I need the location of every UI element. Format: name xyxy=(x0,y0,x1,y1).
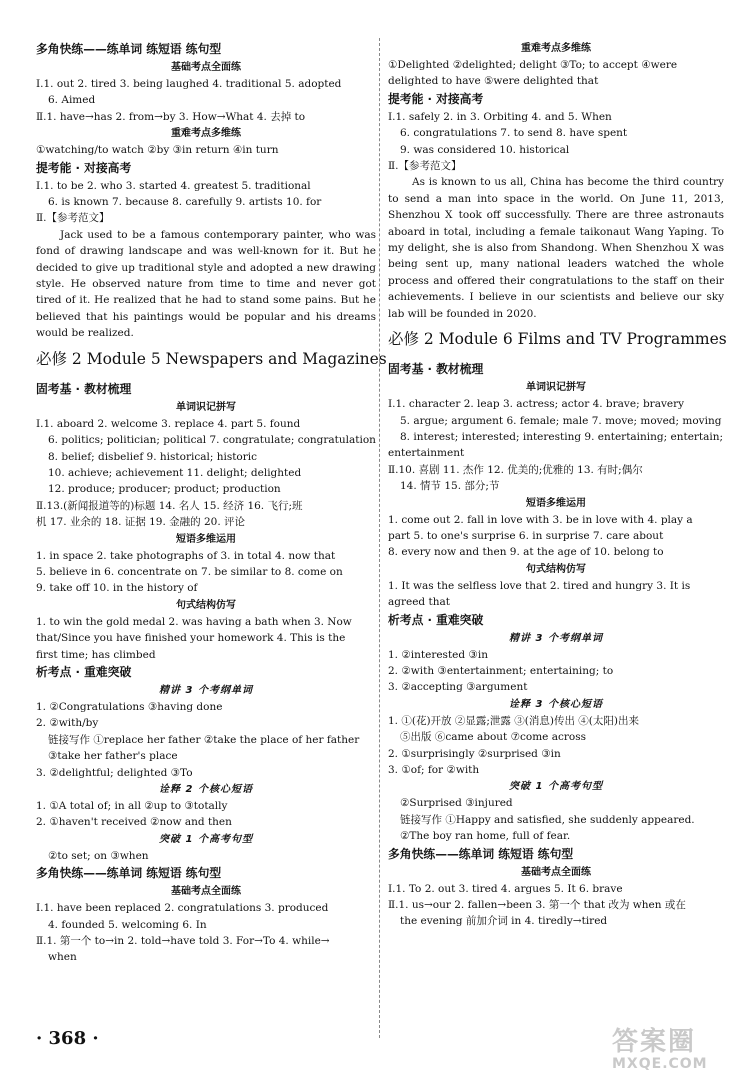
answer-line: first time; has climbed xyxy=(36,648,156,661)
answer-line: Ⅱ.【参考范文】 xyxy=(388,160,462,173)
right-column xyxy=(388,40,727,930)
section-heading: 析考点 · 重难突破 xyxy=(388,612,484,627)
subsection-heading: 精讲 3 个考纲单词 xyxy=(509,632,603,644)
answer-line: ①Delighted ②delighted; delight ③To; to accept ④were xyxy=(388,59,678,71)
answer-line: Ⅰ.1. To 2. out 3. tired 4. argues 5. It 6. brave xyxy=(388,882,623,895)
answer-line: Ⅱ.【参考范文】 xyxy=(36,212,110,225)
answer-line: 10. achieve; achievement 11. delight; delighted xyxy=(48,466,302,479)
answer-line: 2. ①surprisingly ②surprised ③in xyxy=(388,747,561,760)
site-watermark xyxy=(612,1028,742,1072)
answer-line: that/Since you have finished your homework 4. This is the xyxy=(36,632,346,645)
answer-line: 2. ②with/by xyxy=(36,717,99,730)
answer-line: 4. founded 5. welcoming 6. In xyxy=(48,918,207,931)
answer-line: 3. ②delightful; delighted ③To xyxy=(36,766,193,779)
answer-line: ②to set; on ③when xyxy=(48,849,149,862)
subsection-heading: 突破 1 个高考句型 xyxy=(159,833,253,845)
answer-line: 6. congratulations 7. to send 8. have spent xyxy=(400,127,628,140)
answer-line: the evening 前加介词 in 4. tiredly→tired xyxy=(400,915,608,928)
answer-line: 1. come out 2. fall in love with 3. be in love with 4. play a xyxy=(388,513,693,526)
watermark-url: MXQE.COM xyxy=(612,1056,708,1072)
subsection-heading: 单词识记拼写 xyxy=(176,401,236,413)
subsection-heading: 基础考点全面练 xyxy=(521,866,591,878)
subsection-heading: 句式结构仿写 xyxy=(526,563,586,575)
section-heading: 多角快练——练单词 练短语 练句型 xyxy=(36,866,222,881)
answer-line: 14. 情节 15. 部分;节 xyxy=(400,480,500,493)
answer-line: 1. ①(花)开放 ②显露;泄露 ③(消息)传出 ④(太阳)出来 xyxy=(388,714,639,727)
answer-line: 2. ②with ③entertainment; entertaining; to xyxy=(388,664,614,677)
subsection-heading: 重难考点多维练 xyxy=(521,43,591,54)
column-divider xyxy=(379,38,380,1038)
answer-line: 链接写作 ①Happy and satisfied, she suddenly appeared. xyxy=(400,813,695,826)
answer-line: 3. ①of; for ②with xyxy=(388,764,480,776)
answer-line: 机 17. 业余的 18. 证据 19. 金融的 20. 评论 xyxy=(36,516,245,529)
answer-line: ③take her father's place xyxy=(48,750,178,763)
answer-line: entertainment xyxy=(388,447,465,460)
answer-line: Ⅰ.1. character 2. leap 3. actress; actor 4. brave; bravery xyxy=(388,398,685,411)
section-heading: 多角快练——练单词 练短语 练句型 xyxy=(388,846,574,861)
answer-line: 1. ②Congratulations ③having done xyxy=(36,700,223,713)
subsection-heading: 基础考点全面练 xyxy=(171,62,241,73)
answer-line: 1. to win the gold medal 2. was having a bath when 3. Now xyxy=(36,615,352,628)
answer-line: 9. was considered 10. historical xyxy=(400,143,570,156)
answer-line: 1. It was the selfless love that 2. tired and hungry 3. It is xyxy=(388,579,691,592)
module-title: 必修 2 Module 5 Newspapers and Magazines xyxy=(36,349,387,368)
answer-line: 5. argue; argument 6. female; male 7. move; moved; moving xyxy=(400,414,722,427)
answer-line: ②The boy ran home, full of fear. xyxy=(400,830,571,843)
subsection-heading: 句式结构仿写 xyxy=(176,599,236,611)
answer-line: ①watching/to watch ②by ③in return ④in turn xyxy=(36,144,279,157)
answer-line: 3. ②accepting ③argument xyxy=(388,681,528,694)
answer-line: part 5. to one's surprise 6. in surprise 7. care about xyxy=(388,529,664,542)
answer-line: Ⅱ.1. 第一个 to→in 2. told→have told 3. For→To 4. while→ xyxy=(36,935,330,948)
answer-line: 6. is known 7. because 8. carefully 9. artists 10. for xyxy=(48,196,322,209)
answer-line: Ⅰ.1. aboard 2. welcome 3. replace 4. part 5. found xyxy=(36,417,301,430)
sample-essay: As is known to us all, China has become the third country to send a man into space in the world. On June 11, 2013, Shenzhou Ⅹ took off successfully. There are three astronauts aboard in total, including a female taikonaut Wang Yaping. To my delight, she is also from Shandong. When Shenzhou Ⅹ was being sent up, many national leaders watched the whole process and offered their congratulations to the staff on their achievements. I believe in our scientists and believe our sky lab will be founded in 2020. xyxy=(388,176,724,320)
subsection-heading: 短语多维运用 xyxy=(176,533,236,545)
answer-line: Ⅰ.1. have been replaced 2. congratulations 3. produced xyxy=(36,902,329,915)
answer-line: 链接写作 ①replace her father ②take the place of her father xyxy=(48,733,360,746)
answer-line: Ⅰ.1. safely 2. in 3. Orbiting 4. and 5. When xyxy=(388,110,612,123)
answer-line: 8. interest; interested; interesting 9. entertaining; entertain; xyxy=(400,430,724,443)
answer-line: 1. ②interested ③in xyxy=(388,648,488,661)
answer-line: Ⅱ.10. 喜剧 11. 杰作 12. 优美的;优雅的 13. 有时;偶尔 xyxy=(388,463,643,476)
answer-line: 9. take off 10. in the history of xyxy=(36,582,198,595)
sample-essay: Jack used to be a famous contemporary painter, who was fond of drawing landscape and was well-known for it. But he decided to give up traditional style and adopted a new drawing style. He observed nature from time to time and never got tired of it. He realized that he had to stand some pains. But he believed that his paintings would be popular and his dreams would be realized. xyxy=(36,228,376,340)
answer-line: 8. every now and then 9. at the age of 10. belong to xyxy=(388,546,664,559)
answer-line: Ⅱ.1. have→has 2. from→by 3. How→What 4. 去掉 to xyxy=(36,110,306,123)
section-heading: 析考点 · 重难突破 xyxy=(36,664,132,679)
answer-line: Ⅰ.1. out 2. tired 3. being laughed 4. traditional 5. adopted xyxy=(36,78,342,90)
section-heading: 提考能 · 对接高考 xyxy=(36,160,132,175)
subsection-heading: 短语多维运用 xyxy=(526,497,586,509)
answer-line: when xyxy=(48,951,77,964)
answer-line: ⑤出版 ⑥came about ⑦come across xyxy=(400,731,586,744)
subsection-heading: 基础考点全面练 xyxy=(171,886,241,898)
page-number: · 368 · xyxy=(36,1028,99,1049)
answer-line: delighted to have ⑤were delighted that xyxy=(388,75,599,88)
answer-line: Ⅱ.13.(新闻报道等的)标题 14. 名人 15. 经济 16. 飞行;班 xyxy=(36,499,303,512)
subsection-heading: 诠释 3 个核心短语 xyxy=(509,698,603,710)
answer-line: Ⅰ.1. to be 2. who 3. started 4. greatest 5. traditional xyxy=(36,179,311,192)
subsection-heading: 精讲 3 个考纲单词 xyxy=(159,684,253,696)
subsection-heading: 重难考点多维练 xyxy=(171,128,241,140)
section-heading: 提考能 · 对接高考 xyxy=(388,91,484,106)
left-column xyxy=(36,40,387,966)
section-heading: 多角快练——练单词 练短语 练句型 xyxy=(36,42,222,56)
answer-line: Ⅱ.1. us→our 2. fallen→been 3. 第一个 that 改为 when 或在 xyxy=(388,899,686,912)
module-title: 必修 2 Module 6 Films and TV Programmes xyxy=(388,330,727,349)
answer-line: 6. politics; politician; political 7. congratulate; congratulation xyxy=(48,434,376,447)
answer-line: ②Surprised ③injured xyxy=(400,797,513,810)
answer-line: 12. produce; producer; product; production xyxy=(48,483,281,496)
answer-line: 1. ①A total of; in all ②up to ③totally xyxy=(36,800,228,812)
answer-line: 6. Aimed xyxy=(48,94,96,107)
subsection-heading: 突破 1 个高考句型 xyxy=(509,781,603,793)
subsection-heading: 单词识记拼写 xyxy=(526,382,586,394)
answer-line: 2. ①haven't received ②now and then xyxy=(36,816,232,829)
answer-line: 8. belief; disbelief 9. historical; historic xyxy=(48,450,258,463)
answer-line: 5. believe in 6. concentrate on 7. be similar to 8. come on xyxy=(36,565,343,578)
watermark-logo-text: 答案圈 xyxy=(612,1027,697,1057)
answer-line: 1. in space 2. take photographs of 3. in total 4. now that xyxy=(36,549,336,562)
answer-line: agreed that xyxy=(388,596,450,609)
section-heading: 固考基 · 教材梳理 xyxy=(36,381,132,396)
section-heading: 固考基 · 教材梳理 xyxy=(388,362,484,377)
subsection-heading: 诠释 2 个核心短语 xyxy=(159,784,253,795)
